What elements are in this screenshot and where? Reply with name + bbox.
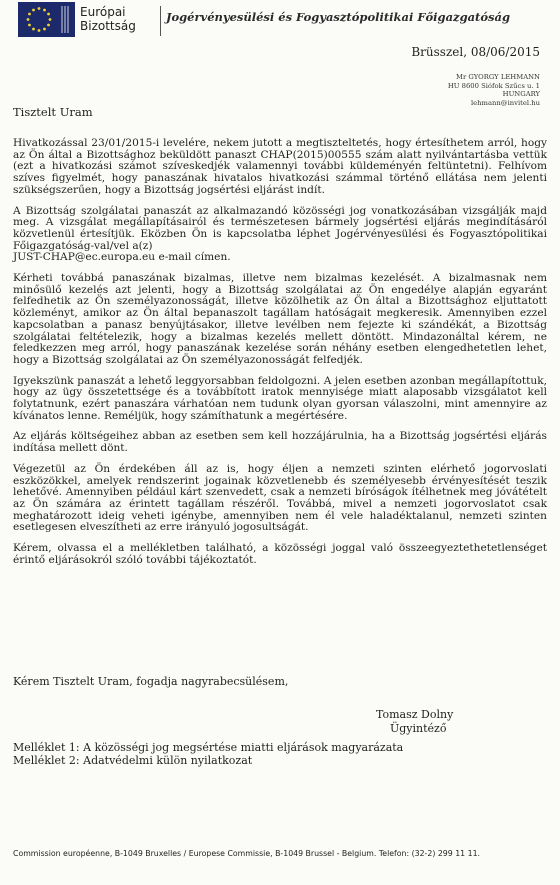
- eu-star-icon: [32, 28, 35, 31]
- footer-address: Commission européenne, B-1049 Bruxelles / Europese Commissie, B-1049 Brussel - Belgium. Telefon: (32-2) 299 11 11.: [13, 849, 481, 858]
- recipient-street: HU 8600 Siófok Szűcs u. 1: [447, 81, 540, 90]
- recipient-country: HUNGARY: [502, 90, 540, 98]
- directorate-general: Jogérvényesülési és Fogyasztópolitikai Főigazgatóság: [166, 10, 511, 24]
- eu-star-icon: [47, 13, 50, 16]
- header-divider: [160, 6, 161, 36]
- eu-star-icon: [38, 7, 41, 10]
- annex-1: Melléklet 1: A közösségi jog megsértése miatti eljárások magyarázata: [13, 741, 404, 754]
- annex-2: Melléklet 2: Adatvédelmi külön nyilatkozat: [13, 754, 253, 767]
- letter-date: Brüsszel, 08/06/2015: [411, 45, 540, 59]
- paragraph-1: Hivatkozással 23/01/2015-i levelére, nekem jutott a megtiszteltetés, hogy értesíthetem arról, hogy az Ön által a Bizottsághoz beküldött panaszt CHAP(2015)00555 szám alatt nyilvántartásba vettük (ezt a hivatkozási számot szíveskedjék valamennyi további küldeményén feltüntetni). Felhívom szíves figyelmét, hogy panaszának hivatalos hivatkozási számmal történő ellátása nem jelenti szükségszerűen, hogy a Bizottság jogsértési eljárást indít.: [13, 137, 547, 196]
- eu-star-icon: [47, 24, 50, 27]
- paragraph-2: A Bizottság szolgálatai panaszát az alkalmazandó közösségi jog vonatkozásában vizsgálják majd meg. A vizsgálat megállapításairól és természetesen bármely jogsértési eljárás megindításáról közvetlenül értesítjük. Eközben Ön is kapcsolatba léphet Jogérvényesülési és Fogyasztópolitikai Főigazgatóság-val/vel a(z) JUST-CHAP@ec.europa.eu e-mail címen.: [13, 204, 547, 264]
- eu-commission-name: [80, 5, 136, 33]
- signatory-name: Tomasz Dolny: [376, 708, 454, 721]
- closing-line: Kérem Tisztelt Uram, fogadja nagyrabecsülésem,: [13, 675, 289, 688]
- letter-body: [13, 138, 547, 576]
- recipient-name: Mr GYORGY LEHMANN: [456, 73, 540, 81]
- paragraph-6: Végezetül az Ön érdekében áll az is, hogy éljen a nemzeti szinten elérhető jogorvoslati eszközökkel, amelyek rendszerint jogainak közvetlenebb és személyesebb érvényesítését teszik lehetővé. Amennyiben például kárt szenvedett, csak a nemzeti bíróságok ítélhetnek meg jóvátételt az Ön számára az érintett tagállam részéről. Továbbá, mivel a nemzeti jogorvoslatot csak meghatározott ideig veheti igénybe, amennyiben nem él vele haladéktalanul, nemzeti szinten esetlegesen elveszítheti az erre irányuló jogosultságát.: [13, 462, 547, 534]
- paragraph-4: Igyekszünk panaszát a lehető leggyorsabban feldolgozni. A jelen esetben azonban megállapítottuk, hogy az ügy összetettsége és a továbbított iratok mennyisége miatt alaposabb vizsgálatot kell folytatnunk, ezért panaszára várhatóan nem tudunk olyan gyorsan válaszolni, mint amennyire az kívánatos lenne. Reméljük, hogy számíthatunk a megértésére.: [13, 374, 547, 422]
- annex-list: [13, 741, 403, 767]
- signatory-role: Ügyintéző: [390, 722, 447, 735]
- eu-star-icon: [27, 18, 30, 21]
- eu-flag-logo: [18, 2, 75, 37]
- paragraph-7: Kérem, olvassa el a mellékletben található, a közösségi joggal való összeegyeztethetetlenséget érintő eljárásokról szóló további tájékoztatót.: [13, 542, 547, 566]
- eu-star-icon: [43, 9, 46, 12]
- eu-star-icon: [49, 18, 52, 21]
- salutation: Tisztelt Uram: [13, 105, 93, 119]
- eu-star-icon: [32, 9, 35, 12]
- recipient-email: lehmann@invitel.hu: [470, 98, 540, 107]
- logo-line-2: Bizottság: [80, 19, 136, 33]
- paragraph-3: Kérheti továbbá panaszának bizalmas, illetve nem bizalmas kezelését. A bizalmasnak nem minősülő kezelés azt jelenti, hogy a Bizottság szolgálatai az Ön engedélye alapján egyaránt felfedhetik az Ön személyazonosságát, illetve közölhetik az Ön által a Bizottsághoz eljuttatott közleményt, amikor az Ön által bepanaszolt tagállam hatóságait megkeresik. Amennyiben ezzel kapcsolatban a panasz benyújtásakor, illetve levélben nem fejezte ki szándékát, a Bizottság szolgálatai feltételezik, hogy a bizalmas kezelés mellett döntött. Mindazonáltal kérem, ne feledkezzen meg arról, hogy panaszának kezelése során néhány esetben elengedhetetlen lehet, hogy a Bizottság szolgálatai az Ön személyazonosságát felfedjék.: [13, 272, 547, 366]
- eu-star-icon: [28, 13, 31, 16]
- eu-star-icon: [28, 24, 31, 27]
- eu-star-icon: [43, 28, 46, 31]
- paragraph-5: Az eljárás költségeihez abban az esetben sem kell hozzájárulnia, ha a Bizottság jogsértési eljárás indítása mellett dönt.: [13, 430, 547, 455]
- logo-line-1: Európai: [80, 5, 126, 19]
- recipient-address: [448, 73, 540, 107]
- eu-star-icon: [38, 29, 41, 32]
